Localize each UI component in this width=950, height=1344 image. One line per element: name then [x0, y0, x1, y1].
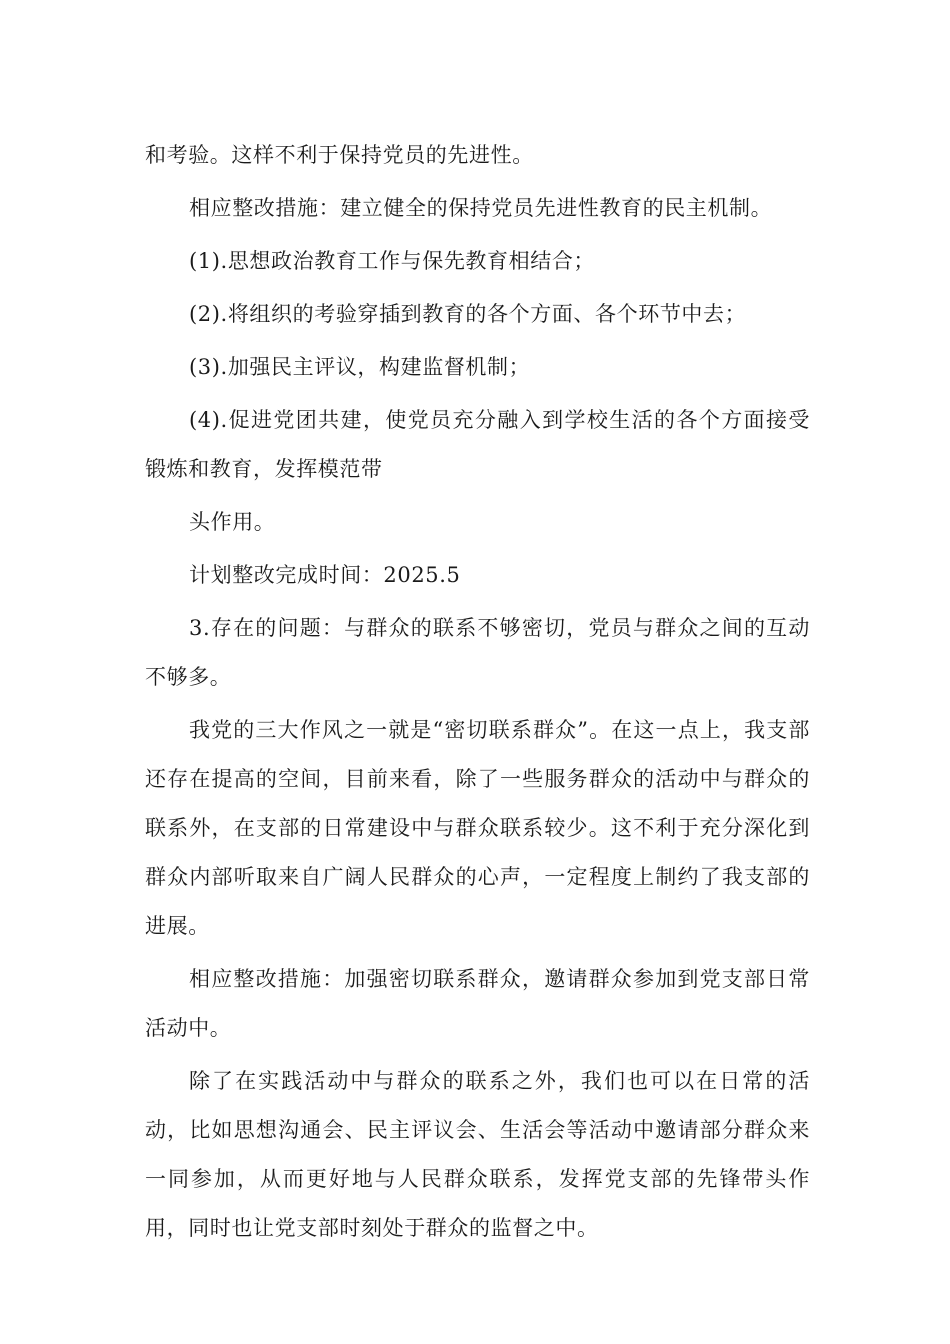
paragraph-measures-3-detail: 除了在实践活动中与群众的联系之外，我们也可以在日常的活动，比如思想沟通会、民主评议会、生活会等活动中邀请部分群众来一同参加，从而更好地与人民群众联系，发挥党支部的先锋带头作用，同时也让党支部时刻处于群众的监督之中。: [145, 1069, 810, 1240]
paragraph-measure-4: (4).促进党团共建，使党员充分融入到学校生活的各个方面接受锻炼和教育，发挥模范带: [145, 408, 810, 481]
paragraph-measure-2: (2).将组织的考验穿插到教育的各个方面、各个环节中去；: [189, 302, 747, 326]
paragraph-measure-3: (3).加强民主评议，构建监督机制；: [189, 355, 531, 379]
paragraph-measure-1: (1).思想政治教育工作与保先教育相结合；: [189, 249, 596, 273]
paragraph-problem-3: 3.存在的问题：与群众的联系不够密切，党员与群众之间的互动不够多。: [145, 616, 810, 689]
document-body: [145, 131, 810, 1257]
paragraph-measure-4-continuation: 头作用。: [189, 510, 276, 534]
paragraph-measures-3-heading: 相应整改措施：加强密切联系群众，邀请群众参加到党支部日常活动中。: [145, 967, 810, 1040]
paragraph-measures-heading: 相应整改措施：建立健全的保持党员先进性教育的民主机制。: [189, 196, 773, 220]
paragraph-problem-3-detail: 我党的三大作风之一就是“密切联系群众”。在这一点上，我支部还存在提高的空间，目前来看，除了一些服务群众的活动中与群众的联系外，在支部的日常建设中与群众联系较少。这不利于充分深化到群众内部听取来自广阔人民群众的心声，一定程度上制约了我支部的进展。: [145, 718, 810, 938]
paragraph-intro-continuation: 和考验。这样不利于保持党员的先进性。: [145, 143, 534, 167]
paragraph-completion-time: 计划整改完成时间：2025.5: [189, 563, 461, 587]
